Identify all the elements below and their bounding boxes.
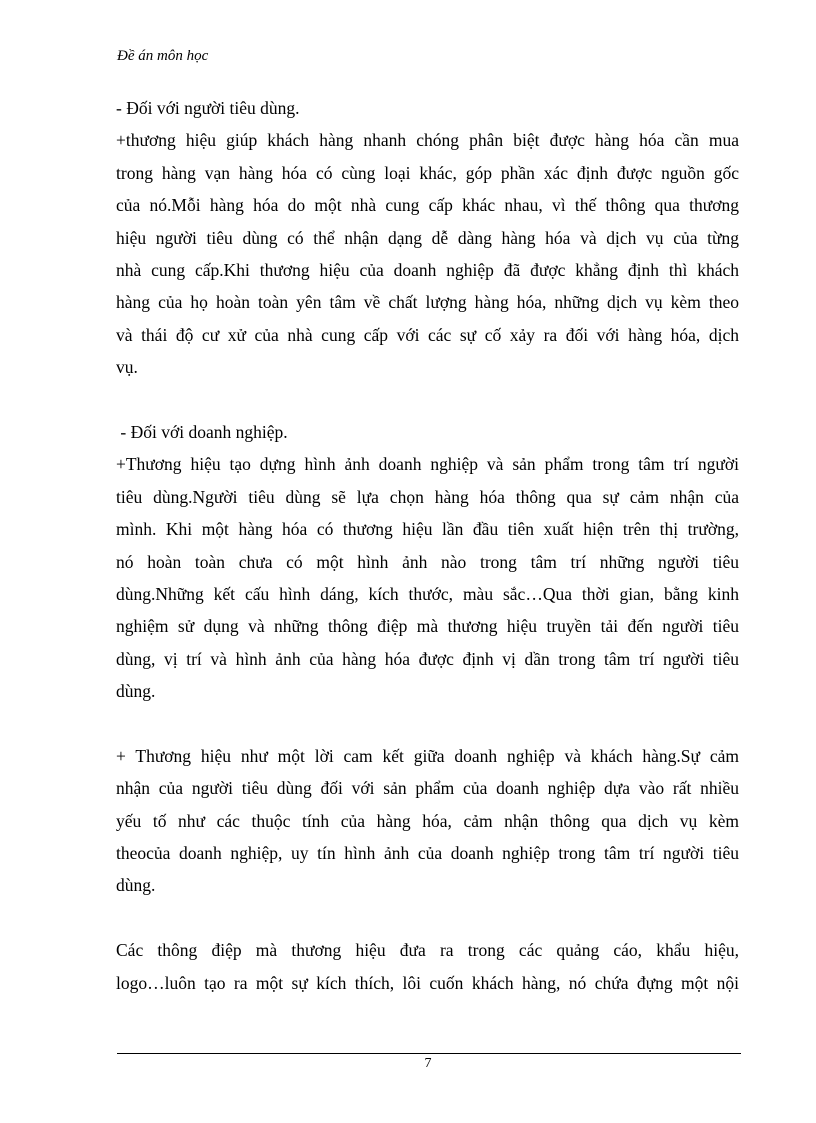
text-line: logo…luôn tạo ra một sự kích thích, lôi cuốn khách hàng, nó chứa đựng một nội [116, 972, 739, 993]
text-line: hàng của họ hoàn toàn yên tâm về chất lượng hàng hóa, những dịch vụ kèm theo [116, 292, 739, 313]
text-line: dùng.Những kết cấu hình dáng, kích thước, màu sắc…Qua thời gian, bằng kinh [116, 583, 739, 604]
text-line: nó hoàn toàn chưa có một hình ảnh nào trong tâm trí những người tiêu [116, 551, 739, 572]
text-line: - Đối với người tiêu dùng. [116, 98, 300, 118]
paragraph-spacer [116, 707, 739, 739]
footer-divider [117, 1053, 741, 1054]
paragraph-brand-image [116, 448, 739, 707]
paragraph-brand-commitment [116, 740, 739, 902]
text-line: mình. Khi một hàng hóa có thương hiệu lần đầu tiên xuất hiện trên thị trường, [116, 519, 739, 540]
section-heading-enterprises [116, 416, 739, 448]
text-line: + Thương hiệu như một lời cam kết giữa doanh nghiệp và khách hàng.Sự cảm [116, 745, 739, 766]
text-line: +Thương hiệu tạo dựng hình ảnh doanh nghiệp và sản phẩm trong tâm trí người [116, 454, 739, 475]
text-line: dùng, vị trí và hình ảnh của hàng hóa được định vị dần trong tâm trí người tiêu [116, 648, 739, 669]
paragraph-spacer [116, 384, 739, 416]
text-line: dùng. [116, 681, 156, 702]
text-line: và thái độ cư xử của nhà cung cấp với các sự cố xảy ra đối với hàng hóa, dịch [116, 324, 739, 345]
text-line: dùng. [116, 875, 156, 896]
text-line: +thương hiệu giúp khách hàng nhanh chóng phân biệt được hàng hóa cần mua [116, 130, 739, 151]
text-line: của nó.Mỗi hàng hóa do một nhà cung cấp khác nhau, vì thế thông qua thương [116, 195, 739, 216]
body-text [116, 92, 739, 999]
paragraph-brand-messages [116, 934, 739, 999]
paragraph-spacer [116, 902, 739, 934]
text-line: Các thông điệp mà thương hiệu đưa ra trong các quảng cáo, khẩu hiệu, [116, 940, 739, 961]
text-line: theocủa doanh nghiệp, uy tín hình ảnh của doanh nghiệp trong tâm trí người tiêu [116, 843, 739, 864]
text-line: tiêu dùng.Người tiêu dùng sẽ lựa chọn hàng hóa thông qua sự cảm nhận của [116, 486, 739, 507]
page-number: 7 [424, 1056, 432, 1071]
text-line: vụ. [116, 357, 138, 378]
text-line: nhận của người tiêu dùng đối với sản phẩm của doanh nghiệp dựa vào rất nhiều [116, 778, 739, 799]
text-line: trong hàng vạn hàng hóa có cùng loại khác, góp phần xác định được nguồn gốc [116, 162, 739, 183]
text-line: nghiệm sử dụng và những thông điệp mà thương hiệu truyền tải đến người tiêu [116, 616, 739, 637]
running-header: Đề án môn học [117, 48, 209, 64]
text-line: yếu tố như các thuộc tính của hàng hóa, cảm nhận thông qua dịch vụ kèm [116, 810, 739, 831]
text-line: hiệu người tiêu dùng có thể nhận dạng dễ dàng hàng hóa và dịch vụ của từng [116, 227, 739, 248]
paragraph-consumer-benefits [116, 124, 739, 383]
text-line: nhà cung cấp.Khi thương hiệu của doanh nghiệp đã được khẳng định thì khách [116, 259, 739, 280]
section-heading-consumers [116, 92, 739, 124]
text-line: - Đối với doanh nghiệp. [116, 421, 288, 442]
